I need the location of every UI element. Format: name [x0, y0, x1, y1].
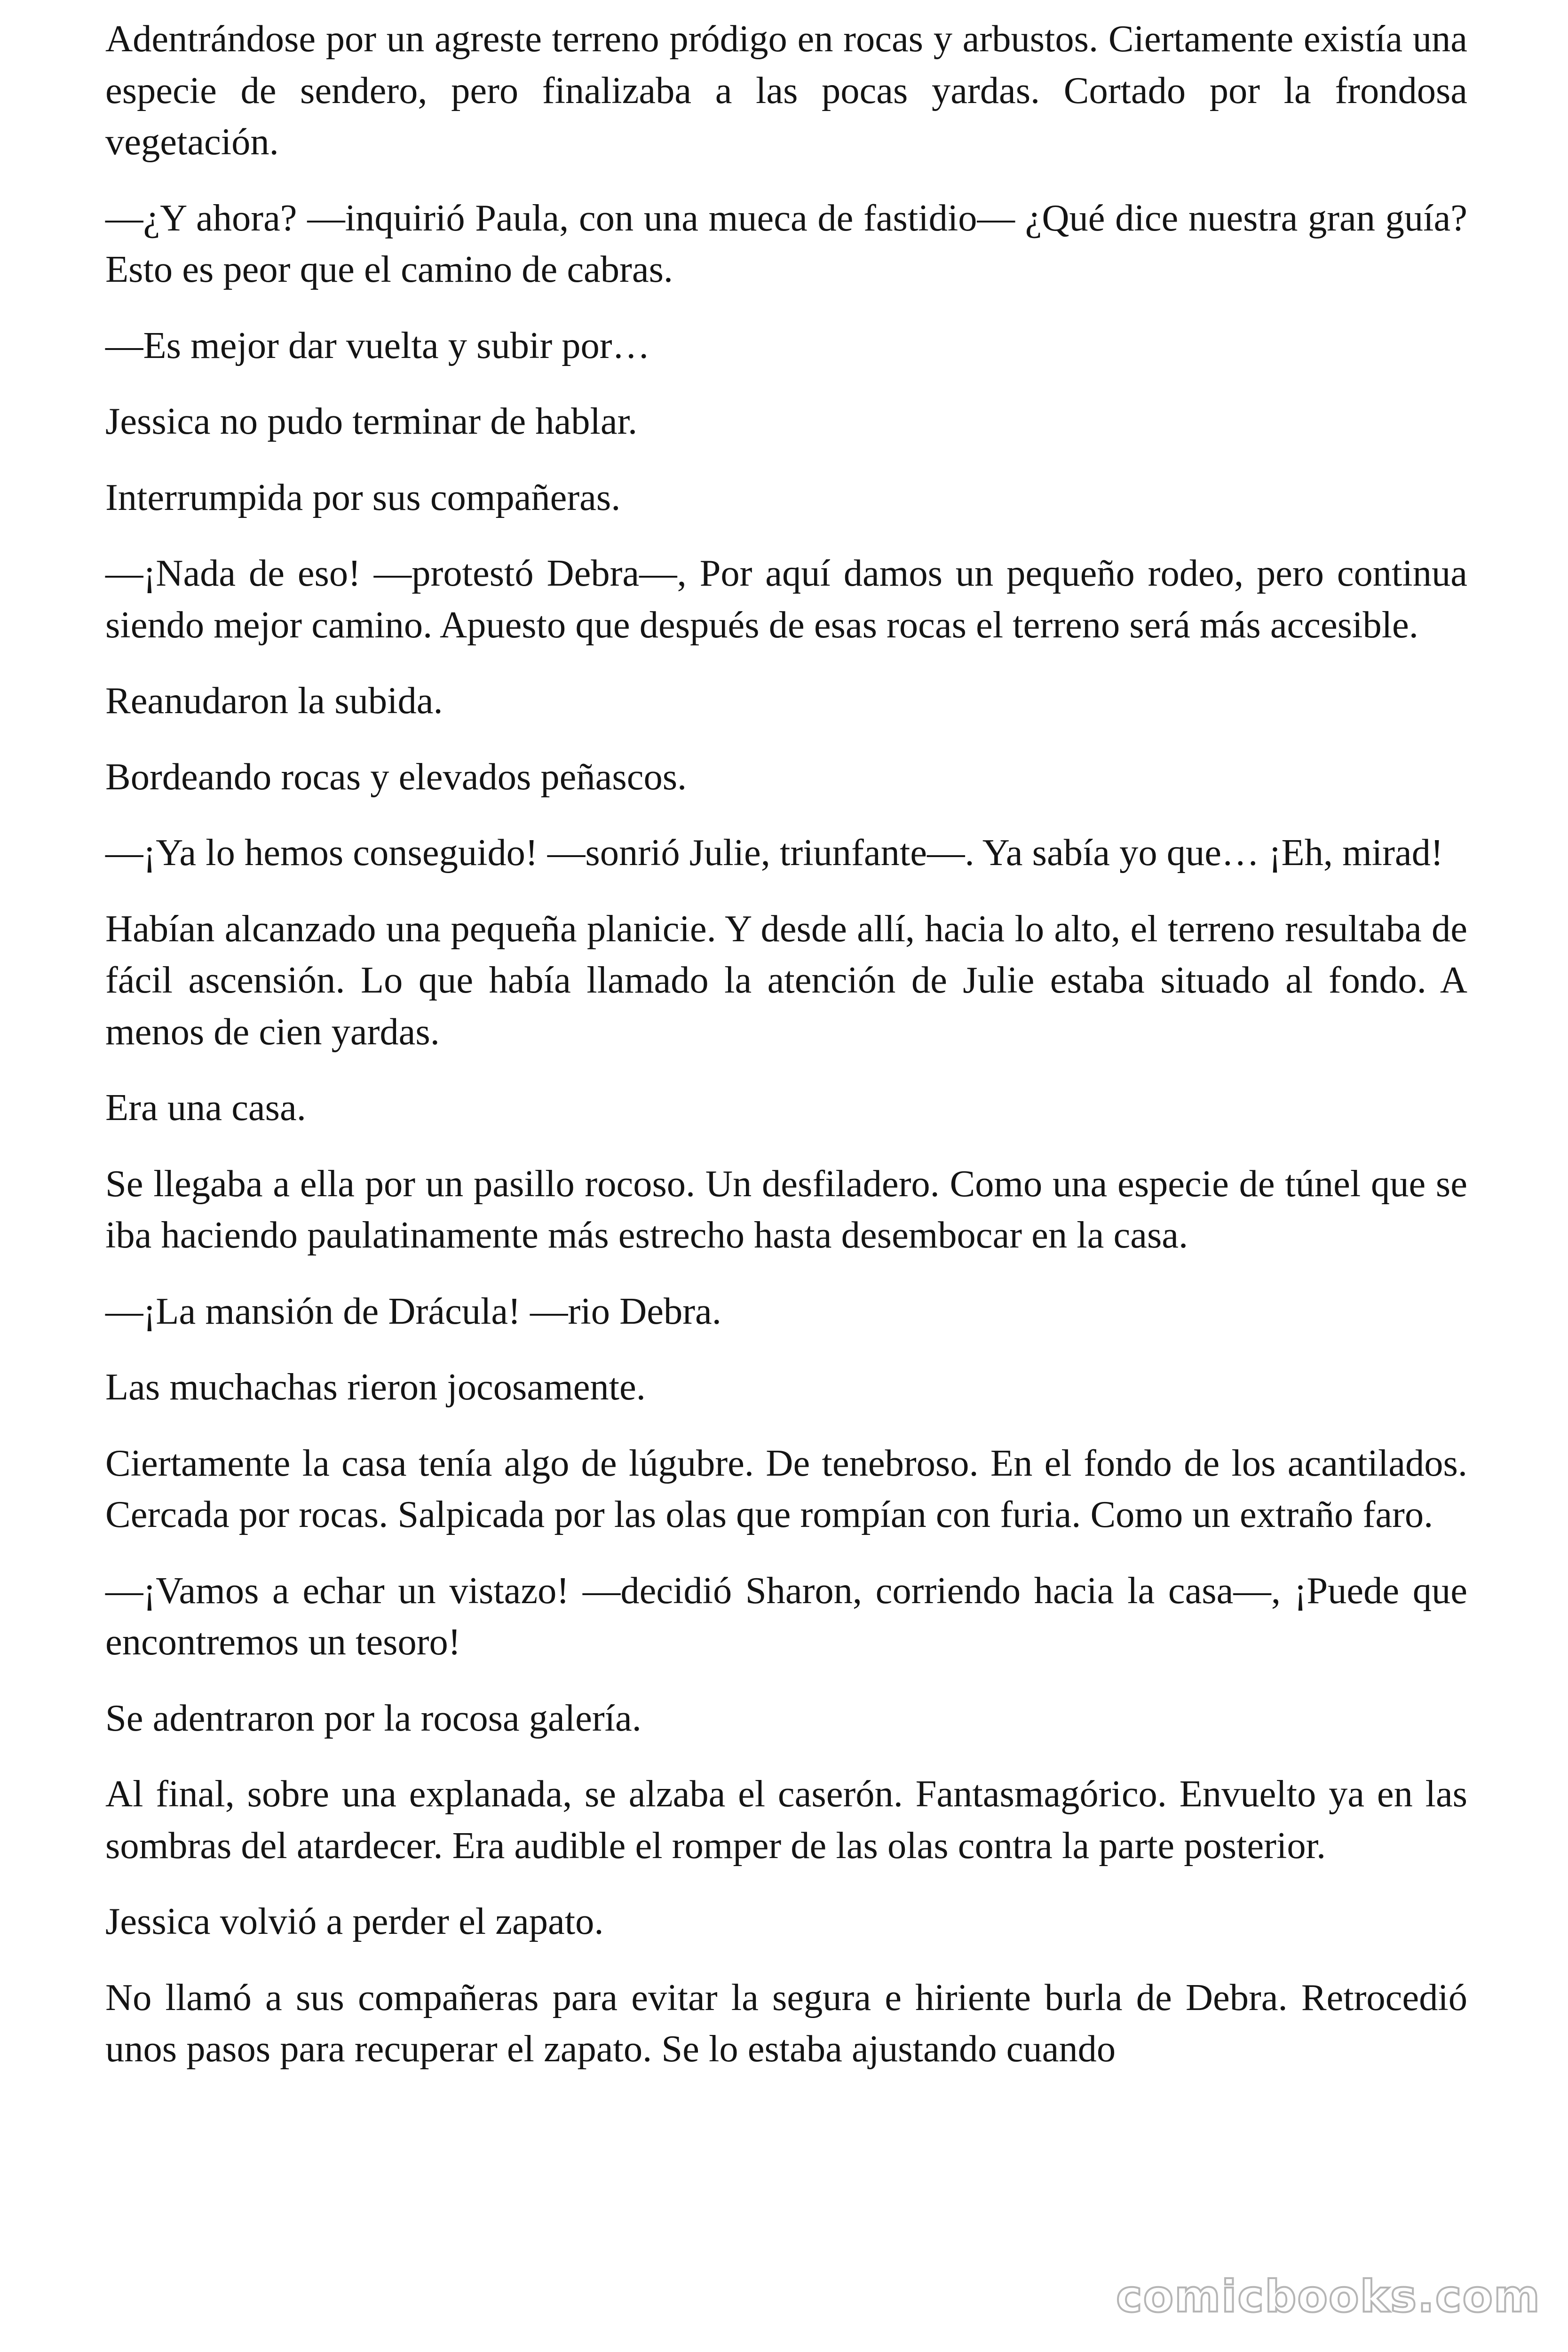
paragraph: Se adentraron por la rocosa galería. — [105, 1697, 641, 1739]
watermark: comicbooks.com — [1116, 2271, 1541, 2322]
paragraph: Al final, sobre una explanada, se alzaba el caserón. Fantasmagórico. Envuelto ya en las sombras del atardecer. Era audible el romper de las olas contra la parte posterior. — [105, 1773, 1467, 1867]
paragraph: Interrumpida por sus compañeras. — [105, 476, 621, 518]
body-text — [105, 13, 1467, 2099]
paragraph: —¿Y ahora? —inquirió Paula, con una mueca de fastidio— ¿Qué dice nuestra gran guía? Esto es peor que el camino de cabras. — [105, 197, 1467, 290]
paragraph: Reanudaron la subida. — [105, 680, 443, 722]
paragraph: Jessica no pudo terminar de hablar. — [105, 400, 638, 442]
paragraph: —¡La mansión de Drácula! —rio Debra. — [105, 1290, 721, 1332]
paragraph: —Es mejor dar vuelta y subir por… — [105, 324, 650, 366]
paragraph: Las muchachas rieron jocosamente. — [105, 1366, 646, 1408]
paragraph: Se llegaba a ella por un pasillo rocoso. Un desfiladero. Como una especie de túnel que se iba haciendo paulatinamente más estrecho hasta desembocar en la casa. — [105, 1162, 1467, 1256]
paragraph: Adentrándose por un agreste terreno pródigo en rocas y arbustos. Ciertamente existía una especie de sendero, pero finalizaba a las pocas yardas. Cortado por la frondosa vegetación. — [105, 18, 1467, 163]
paragraph: Era una casa. — [105, 1087, 306, 1128]
paragraph: Bordeando rocas y elevados peñascos. — [105, 755, 687, 798]
paragraph: —¡Nada de eso! —protestó Debra—, Por aquí damos un pequeño rodeo, pero continua siendo mejor camino. Apuesto que después de esas rocas el terreno será más accesible. — [105, 552, 1467, 646]
paragraph: Habían alcanzado una pequeña planicie. Y desde allí, hacia lo alto, el terreno resultaba de fácil ascensión. Lo que había llamado la atención de Julie estaba situado al fondo. A menos de cien yardas. — [105, 907, 1467, 1053]
paragraph: —¡Ya lo hemos conseguido! —sonrió Julie, triunfante—. Ya sabía yo que… ¡Eh, mirad! — [105, 832, 1443, 874]
paragraph: No llamó a sus compañeras para evitar la segura e hiriente burla de Debra. Retrocedió unos pasos para recuperar el zapato. Se lo estaba ajustando cuando — [105, 1976, 1467, 2070]
paragraph: Jessica volvió a perder el zapato. — [105, 1900, 604, 1942]
paragraph: —¡Vamos a echar un vistazo! —decidió Sharon, corriendo hacia la casa—, ¡Puede que encontremos un tesoro! — [105, 1569, 1467, 1663]
paragraph: Ciertamente la casa tenía algo de lúgubre. De tenebroso. En el fondo de los acantilados. Cercada por rocas. Salpicada por las olas que rompían con furia. Como un extraño faro. — [105, 1442, 1467, 1535]
